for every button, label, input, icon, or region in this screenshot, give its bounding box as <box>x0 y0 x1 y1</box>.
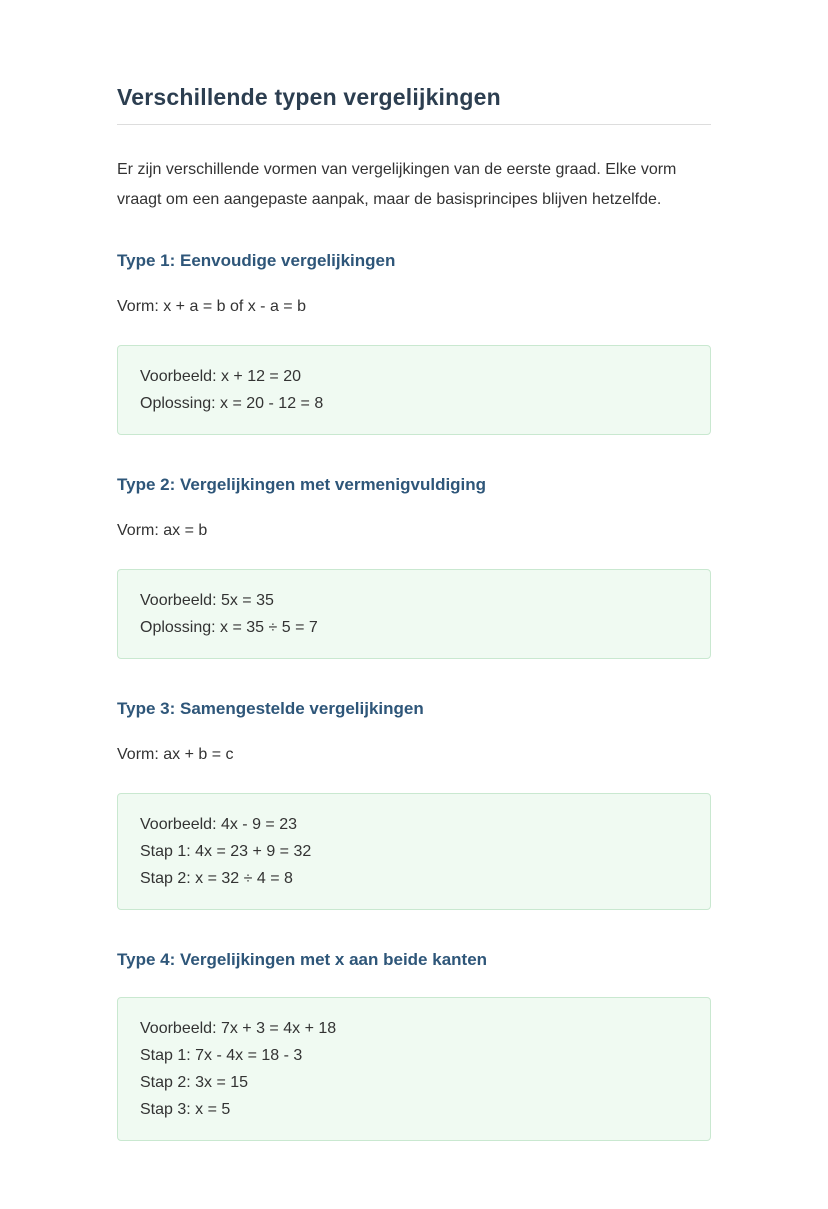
form-line: Vorm: ax = b <box>117 522 208 539</box>
example-line: Voorbeeld: 7x + 3 = 4x + 18 <box>140 1020 337 1037</box>
section-type-3 <box>117 699 711 910</box>
section-type-4 <box>117 950 711 1141</box>
solution-line: Oplossing: x = 35 ÷ 5 = 7 <box>140 619 318 636</box>
section-heading: Type 3: Samengestelde vergelijkingen <box>117 699 424 718</box>
example-box <box>117 345 711 435</box>
example-line: Voorbeeld: 5x = 35 <box>140 592 274 609</box>
form-line: Vorm: x + a = b of x - a = b <box>117 298 306 315</box>
example-box <box>117 997 711 1141</box>
step-line: Stap 2: 3x = 15 <box>140 1074 249 1091</box>
section-type-2 <box>117 475 711 659</box>
step-line: Stap 2: x = 32 ÷ 4 = 8 <box>140 870 293 887</box>
example-line: Voorbeeld: x + 12 = 20 <box>140 368 302 385</box>
intro-paragraph: Er zijn verschillende vormen van vergelijkingen van de eerste graad. Elke vorm vraagt om een aangepaste aanpak, maar de basisprincipes blijven hetzelfde. <box>117 161 677 208</box>
example-box <box>117 793 711 910</box>
solution-line: Oplossing: x = 20 - 12 = 8 <box>140 395 324 412</box>
section-heading: Type 2: Vergelijkingen met vermenigvuldiging <box>117 475 487 494</box>
section-type-1 <box>117 251 711 435</box>
example-box <box>117 569 711 659</box>
example-line: Voorbeeld: 4x - 9 = 23 <box>140 816 297 833</box>
section-heading: Type 1: Eenvoudige vergelijkingen <box>117 251 396 270</box>
section-heading: Type 4: Vergelijkingen met x aan beide kanten <box>117 950 488 969</box>
form-line: Vorm: ax + b = c <box>117 746 234 763</box>
step-line: Stap 1: 4x = 23 + 9 = 32 <box>140 843 312 860</box>
step-line: Stap 1: 7x - 4x = 18 - 3 <box>140 1047 303 1064</box>
step-line: Stap 3: x = 5 <box>140 1101 231 1118</box>
page-title: Verschillende typen vergelijkingen <box>117 84 711 125</box>
